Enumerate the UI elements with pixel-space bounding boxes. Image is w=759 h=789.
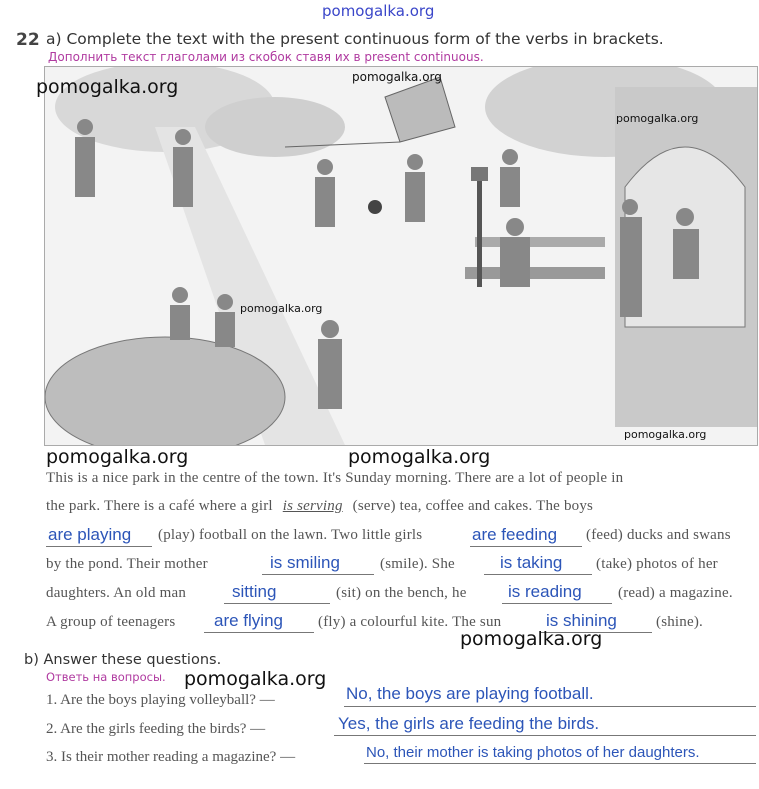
part-b-title-translation: Ответь на вопросы. — [46, 670, 166, 684]
text-line-3: (play) football on the lawn. Two little girls — [158, 527, 423, 543]
text-fragment-smile: (smile). She — [380, 556, 455, 572]
text-fragment-fly: (fly) a colourful kite. The sun — [318, 614, 502, 630]
watermark-9: pomogalka.org — [184, 668, 327, 690]
exercise-title: a) Complete the text with the present continuous form of the verbs in brackets. — [46, 30, 664, 48]
text-line-4: by the pond. Their mother — [46, 556, 208, 572]
example-answer: is serving — [282, 498, 343, 514]
part-b-title: b) Answer these questions. — [24, 652, 222, 668]
question-1: 1. Are the boys playing volleyball? — — [46, 692, 275, 708]
answer-fly: are flying — [214, 611, 283, 630]
text-fragment-take: (take) photos of her — [596, 556, 718, 572]
answer-sit: sitting — [232, 582, 277, 601]
answer-question-2: Yes, the girls are feeding the birds. — [338, 714, 600, 733]
watermark-1: pomogalka.org — [36, 76, 179, 98]
watermark-3: pomogalka.org — [616, 112, 699, 125]
answer-take: is taking — [500, 553, 563, 572]
watermark-2: pomogalka.org — [352, 70, 442, 84]
exercise-title-translation: Дополнить текст глаголами из скобок ставя их в present continuous. — [48, 50, 484, 64]
watermark-5: pomogalka.org — [624, 428, 707, 441]
answer-smile: is smiling — [270, 553, 340, 572]
question-2: 2. Are the girls feeding the birds? — — [46, 721, 266, 737]
answer-feed: are feeding — [472, 525, 558, 544]
answer-question-3: No, their mother is taking photos of her daughters. — [366, 744, 700, 761]
watermark-4: pomogalka.org — [240, 302, 323, 315]
text-fragment-sit: (sit) on the bench, he — [336, 585, 467, 601]
answer-read: is reading — [508, 582, 582, 601]
text-line-6: A group of teenagers — [46, 614, 176, 630]
watermark-6: pomogalka.org — [46, 446, 189, 468]
question-3: 3. Is their mother reading a magazine? — — [46, 749, 296, 765]
text-fragment-feed: (feed) ducks and swans — [586, 527, 731, 543]
exercise-number: 22 — [16, 30, 40, 50]
text-fragment-shine: (shine). — [656, 614, 704, 630]
answer-play: are playing — [48, 525, 132, 544]
watermark-top: pomogalka.org — [322, 2, 435, 20]
watermark-8: pomogalka.org — [460, 628, 603, 650]
answer-shine: is shining — [546, 611, 617, 630]
text-line-2: the park. There is a café where a girl is serving (serve) tea, coffee and cakes. The boys — [46, 498, 594, 514]
text-line-1: This is a nice park in the centre of the town. It's Sunday morning. There are a lot of people in — [46, 470, 624, 486]
watermark-7: pomogalka.org — [348, 446, 491, 468]
text-line-5: daughters. An old man — [46, 585, 187, 601]
answer-question-1: No, the boys are playing football. — [346, 684, 594, 703]
text-fragment-read: (read) a magazine. — [618, 585, 733, 601]
